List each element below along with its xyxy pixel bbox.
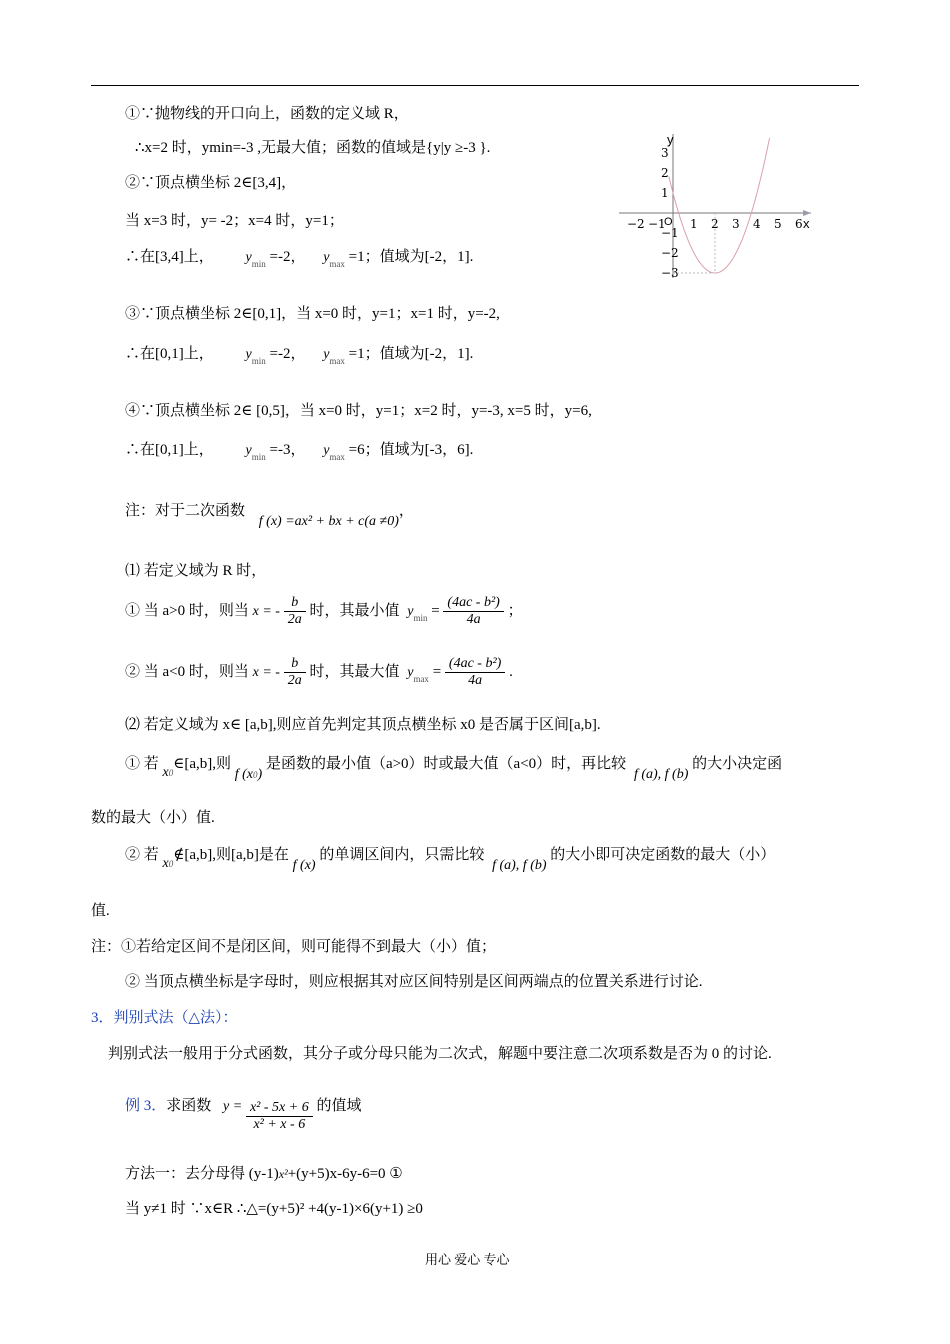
section-3-paragraph: 判别式法一般用于分式函数，其分子或分母只能为二次式，解题中要注意二次项系数是否为 0 的讨论.: [108, 1046, 772, 1062]
y-tick-label: −2: [661, 246, 679, 260]
case-2a-cont: 数的最大（小）值.: [91, 810, 215, 826]
section-3-heading: 3．判别式法（△法）：: [91, 1010, 238, 1026]
y-tick-label: −1: [661, 226, 679, 240]
note-2a: 注：①若给定区间不是闭区间，则可能得不到最大（小）值；: [91, 939, 497, 955]
line-5-prefix: ∴在[3,4]上，: [125, 249, 214, 265]
case-2: ⑵ 若定义域为 x∈ [a,b],则应首先判定其顶点横坐标 x0 是否属于区间[a,b].: [125, 717, 601, 733]
y-tick-label: −3: [661, 266, 679, 280]
case-2b: ② 若 x0∉[a,b],则[a,b]是在 f (x) 的单调区间内，只需比较 f (a), f (b) 的大小即可决定函数的最大（小）: [125, 847, 776, 873]
line-6: ③∵顶点横坐标 2∈[0,1]，当 x=0 时，y=1；x=1 时，y=-2,: [125, 306, 500, 322]
line-1: ①∵抛物线的开口向上，函数的定义域 R，: [125, 106, 409, 122]
line-2: ∴x=2 时，ymin=-3 ,无最大值；函数的值域是{y|y ≥-3 }.: [135, 140, 491, 156]
header-rule: [91, 85, 859, 86]
x-tick-label: 4: [753, 217, 761, 231]
y-axis-label: y: [667, 132, 674, 147]
case-1: ⑴ 若定义域为 R 时，: [125, 563, 267, 579]
case-2b-cont: 值.: [91, 903, 110, 919]
case-1a: ① 当 a>0 时，则当 x = - $\frac{b}{2a}$ 时，其最小值 $y_{min}$ = $\frac{\text{(4ac - b²)}}{4a}$ ；: [125, 595, 523, 627]
y-tick-label: 2: [661, 166, 669, 180]
x-tick-label: 6: [795, 217, 803, 231]
x-tick-label: −1: [648, 217, 666, 231]
case-2a: ① 若 x0∈[a,b],则 f (x0) 是函数的最小值（a>0）时或最大值（a<0）时，再比较 f (a), f (b) 的大小决定函: [125, 756, 783, 782]
x-tick-label: −2: [627, 217, 645, 231]
line-5: ∴在[3,4]上， $y_{min} =-2$， $y_{max} =1$；值域为[-2，1].: [125, 249, 474, 269]
line-3: ②∵顶点横坐标 2∈[3,4]，: [125, 175, 297, 191]
ymin-symbol: y: [245, 250, 252, 265]
x-tick-label: 2: [711, 217, 719, 231]
parabola-graph: [615, 128, 815, 288]
case-1b: ② 当 a<0 时，则当 x = - $\frac{b}{2a}$ 时，其最大值 $y_{max}$ = $\frac{\text{(4ac - b²)}}{4a}$ .: [125, 656, 513, 688]
line-4: 当 x=3 时，y= -2；x=4 时，y=1；: [125, 213, 344, 229]
footer: 用心 爱心 专心: [425, 1252, 510, 1267]
example-3: 例 3．求函数 y = $\frac{\text{x² - 5x + 6}}{\text{x² + x - 6}}$ 的值域: [125, 1097, 362, 1132]
method-1: 方法一：去分母得 (y-1)x²+(y+5)x-6y-6=0 ①: [125, 1166, 403, 1182]
origin-label: O: [664, 216, 673, 228]
note-quadratic: 注：对于二次函数 f (x) =ax² + bx + c(a ≠0)，: [125, 503, 414, 529]
y-tick-label: 3: [661, 146, 669, 160]
x-tick-label: 1: [690, 217, 698, 231]
note-2b: ② 当顶点横坐标是字母时，则应根据其对应区间特别是区间两端点的位置关系进行讨论.: [125, 974, 703, 990]
ymax-symbol: y: [323, 250, 330, 265]
line-8: ④∵顶点横坐标 2∈ [0,5]，当 x=0 时，y=1；x=2 时，y=-3, x=5 时，y=6,: [125, 403, 592, 419]
x-tick-label: 5: [774, 217, 782, 231]
method-1-cont: 当 y≠1 时 ∵x∈R ∴△=(y+5)² +4(y-1)×6(y+1) ≥0: [125, 1201, 423, 1217]
x-tick-label: 3: [732, 217, 740, 231]
line-9: ∴在[0,1]上， $y_{min} =-3$， $y_{max} =6$；值域为[-3，6].: [125, 442, 474, 462]
y-tick-label: 1: [661, 186, 669, 200]
x-axis-label: x: [803, 216, 810, 231]
line-7: ∴在[0,1]上， $y_{min} =-2$， $y_{max} =1$；值域为[-2，1].: [125, 346, 474, 366]
parabola-curve: [669, 138, 770, 273]
quadratic-formula: f (x) =ax² + bx + c(a ≠0): [258, 514, 399, 529]
